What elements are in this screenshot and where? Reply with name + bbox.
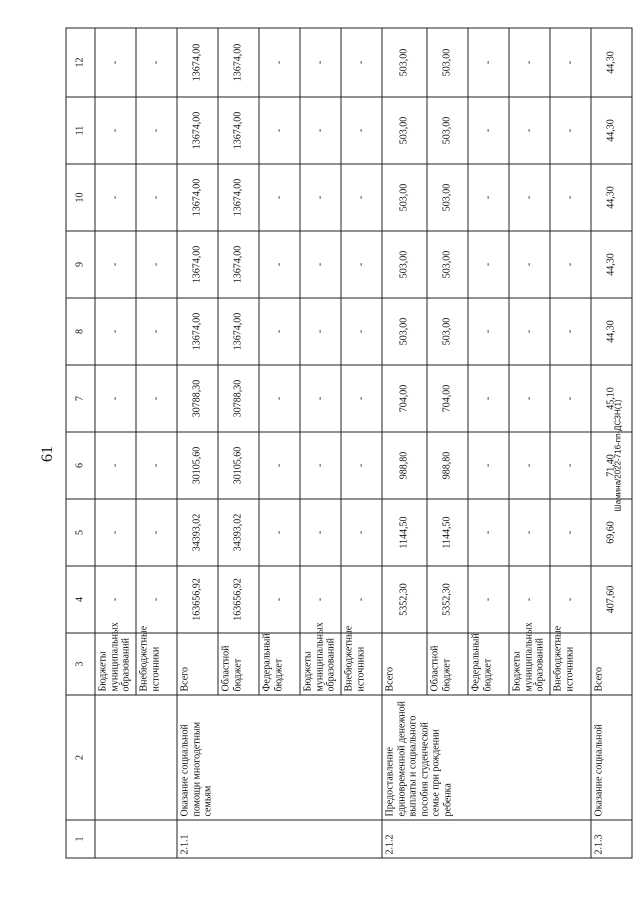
amount-cell: 704,00 <box>382 365 427 432</box>
table-row <box>591 28 632 858</box>
amount-cell: - <box>259 566 300 633</box>
amount-cell: - <box>259 231 300 298</box>
amount-cell: 44,30 <box>591 97 632 164</box>
column-number: 9 <box>66 231 95 298</box>
amount-cell: 988,80 <box>382 432 427 499</box>
amount-cell: - <box>136 499 177 566</box>
amount-cell: - <box>136 298 177 365</box>
amount-cell: 503,00 <box>427 28 468 97</box>
amount-cell: 13674,00 <box>177 28 218 97</box>
amount-cell: - <box>468 298 509 365</box>
amount-cell: 5352,30 <box>427 566 468 633</box>
amount-cell: - <box>509 298 550 365</box>
column-number: 12 <box>66 28 95 97</box>
amount-cell: 69,60 <box>591 499 632 566</box>
amount-cell: - <box>300 28 341 97</box>
amount-cell: - <box>550 566 591 633</box>
amount-cell: - <box>341 231 382 298</box>
amount-cell: - <box>550 298 591 365</box>
amount-cell: - <box>259 298 300 365</box>
amount-cell: - <box>509 164 550 231</box>
amount-cell: - <box>300 432 341 499</box>
amount-cell: - <box>136 164 177 231</box>
amount-cell: - <box>341 432 382 499</box>
column-number: 7 <box>66 365 95 432</box>
funding-source: Всего <box>382 633 427 695</box>
amount-cell: - <box>259 97 300 164</box>
funding-source: Внебюджетные источники <box>341 633 382 695</box>
table-row <box>177 28 218 858</box>
amount-cell: 44,30 <box>591 164 632 231</box>
amount-cell: - <box>95 28 136 97</box>
amount-cell: - <box>550 97 591 164</box>
amount-cell: - <box>509 365 550 432</box>
amount-cell: - <box>300 97 341 164</box>
item-name: Оказание социальной помощи многодетным семьям <box>177 695 382 820</box>
column-number-row <box>66 28 95 858</box>
amount-cell: - <box>468 97 509 164</box>
amount-cell: - <box>509 28 550 97</box>
amount-cell: - <box>136 432 177 499</box>
column-number: 2 <box>66 695 95 820</box>
item-number: 2.1.3 <box>591 820 632 858</box>
budget-table <box>66 28 633 859</box>
column-number: 1 <box>66 820 95 858</box>
amount-cell: 13674,00 <box>218 164 259 231</box>
amount-cell: - <box>95 97 136 164</box>
amount-cell: - <box>95 432 136 499</box>
amount-cell: - <box>550 432 591 499</box>
item-name: Предоставление единовременной денежной выплаты и социального пособия студенческой семье при рождении ребенка <box>382 695 591 820</box>
amount-cell: - <box>300 231 341 298</box>
amount-cell: 163656,92 <box>177 566 218 633</box>
funding-source: Внебюджетные источники <box>550 633 591 695</box>
amount-cell: - <box>550 365 591 432</box>
amount-cell: 503,00 <box>382 28 427 97</box>
amount-cell: 503,00 <box>427 298 468 365</box>
amount-cell: 30105,60 <box>177 432 218 499</box>
item-number: 2.1.2 <box>382 820 591 858</box>
amount-cell: - <box>468 28 509 97</box>
amount-cell: 503,00 <box>382 97 427 164</box>
amount-cell: 13674,00 <box>218 28 259 97</box>
column-number: 5 <box>66 499 95 566</box>
amount-cell: 503,00 <box>427 164 468 231</box>
amount-cell: - <box>341 28 382 97</box>
amount-cell: 13674,00 <box>177 298 218 365</box>
funding-source: Всего <box>591 633 632 695</box>
amount-cell: - <box>341 298 382 365</box>
column-number: 6 <box>66 432 95 499</box>
amount-cell: 503,00 <box>382 231 427 298</box>
funding-source: Внебюджетные источники <box>136 633 177 695</box>
amount-cell: 704,00 <box>427 365 468 432</box>
column-number: 10 <box>66 164 95 231</box>
amount-cell: 1144,50 <box>427 499 468 566</box>
amount-cell: - <box>136 28 177 97</box>
amount-cell: 407,60 <box>591 566 632 633</box>
column-number: 3 <box>66 633 95 695</box>
amount-cell: - <box>95 231 136 298</box>
amount-cell: 13674,00 <box>218 298 259 365</box>
amount-cell: - <box>300 365 341 432</box>
amount-cell: - <box>300 164 341 231</box>
funding-source: Бюджеты муниципальных образований <box>300 633 341 695</box>
amount-cell: 503,00 <box>427 231 468 298</box>
amount-cell: 1144,50 <box>382 499 427 566</box>
amount-cell: 5352,30 <box>382 566 427 633</box>
amount-cell: 44,30 <box>591 28 632 97</box>
funding-source: Бюджеты муниципальных образований <box>95 633 136 695</box>
amount-cell: 44,30 <box>591 298 632 365</box>
amount-cell: - <box>509 231 550 298</box>
amount-cell: - <box>468 432 509 499</box>
amount-cell: 44,30 <box>591 231 632 298</box>
amount-cell: 71,40 <box>591 432 632 499</box>
amount-cell: 34393,02 <box>177 499 218 566</box>
page-number: 61 <box>39 446 56 462</box>
amount-cell: - <box>509 432 550 499</box>
item-name <box>95 695 177 820</box>
amount-cell: - <box>95 298 136 365</box>
amount-cell: - <box>95 566 136 633</box>
amount-cell: 45,10 <box>591 365 632 432</box>
item-name: Оказание социальной <box>591 695 632 820</box>
item-number: 2.1.1 <box>177 820 382 858</box>
amount-cell: - <box>341 164 382 231</box>
table-body <box>66 28 632 858</box>
amount-cell: - <box>550 164 591 231</box>
amount-cell: - <box>468 365 509 432</box>
amount-cell: 13674,00 <box>218 97 259 164</box>
document-code: Шамина/2022-716-пп-ДСЗН(1) <box>613 399 623 512</box>
amount-cell: - <box>95 499 136 566</box>
amount-cell: - <box>300 499 341 566</box>
column-number: 8 <box>66 298 95 365</box>
amount-cell: 988,80 <box>427 432 468 499</box>
amount-cell: 503,00 <box>382 164 427 231</box>
amount-cell: - <box>136 231 177 298</box>
amount-cell: - <box>136 97 177 164</box>
amount-cell: - <box>259 499 300 566</box>
amount-cell: - <box>341 566 382 633</box>
funding-source: Бюджеты муниципальных образований <box>509 633 550 695</box>
amount-cell: - <box>95 164 136 231</box>
amount-cell: - <box>259 28 300 97</box>
amount-cell: - <box>341 365 382 432</box>
amount-cell: - <box>95 365 136 432</box>
column-number: 4 <box>66 566 95 633</box>
amount-cell: 30788,30 <box>218 365 259 432</box>
funding-source: Всего <box>177 633 218 695</box>
funding-source: Федеральный бюджет <box>259 633 300 695</box>
amount-cell: - <box>300 566 341 633</box>
table-row <box>95 28 136 858</box>
amount-cell: 503,00 <box>427 97 468 164</box>
item-number <box>95 820 177 858</box>
table-row <box>382 28 427 858</box>
amount-cell: - <box>341 499 382 566</box>
amount-cell: - <box>259 365 300 432</box>
column-number: 11 <box>66 97 95 164</box>
amount-cell: 34393,02 <box>218 499 259 566</box>
amount-cell: - <box>509 499 550 566</box>
funding-source: Областной бюджет <box>427 633 468 695</box>
funding-source: Федеральный бюджет <box>468 633 509 695</box>
amount-cell: - <box>136 365 177 432</box>
amount-cell: 30105,60 <box>218 432 259 499</box>
amount-cell: - <box>341 97 382 164</box>
amount-cell: - <box>136 566 177 633</box>
amount-cell: - <box>550 499 591 566</box>
amount-cell: 163656,92 <box>218 566 259 633</box>
amount-cell: - <box>468 499 509 566</box>
amount-cell: - <box>468 164 509 231</box>
amount-cell: 13674,00 <box>177 164 218 231</box>
amount-cell: - <box>509 566 550 633</box>
amount-cell: - <box>550 28 591 97</box>
budget-table-container <box>66 29 617 859</box>
amount-cell: - <box>468 231 509 298</box>
amount-cell: - <box>259 164 300 231</box>
amount-cell: 503,00 <box>382 298 427 365</box>
amount-cell: - <box>468 566 509 633</box>
amount-cell: - <box>509 97 550 164</box>
amount-cell: - <box>259 432 300 499</box>
amount-cell: 13674,00 <box>177 97 218 164</box>
amount-cell: 30788,30 <box>177 365 218 432</box>
amount-cell: 13674,00 <box>218 231 259 298</box>
funding-source: Областной бюджет <box>218 633 259 695</box>
amount-cell: - <box>300 298 341 365</box>
amount-cell: 13674,00 <box>177 231 218 298</box>
amount-cell: - <box>550 231 591 298</box>
